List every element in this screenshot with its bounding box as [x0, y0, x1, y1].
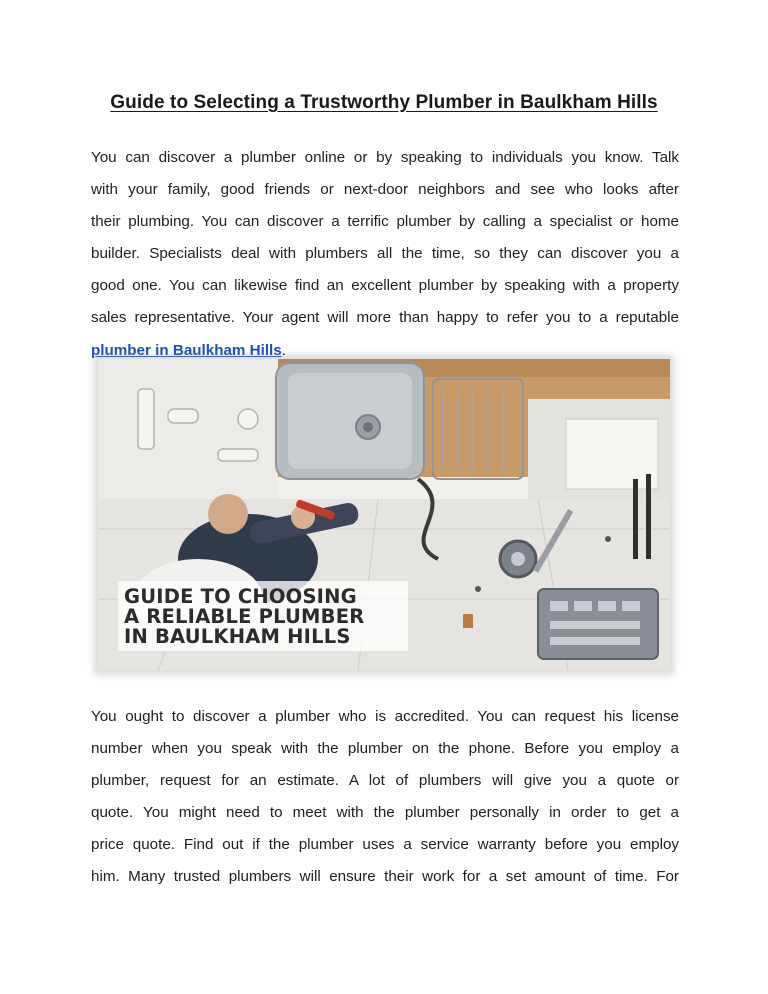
paragraph-line: good one. You can likewise find an excellent plumber by speaking with a property [91, 277, 679, 295]
paragraph-line: quote. You might need to meet with the plumber personally in order to get a [91, 804, 679, 822]
paragraph-line: with your family, good friends or next-door neighbors and see who looks after [91, 181, 679, 199]
image-title-text [124, 587, 364, 647]
paragraph-line: number when you speak with the plumber on the phone. Before you employ a [91, 740, 679, 758]
intro-paragraph [91, 142, 679, 367]
paragraph-line: him. Many trusted plumbers will ensure their work for a set amount of time. For [91, 868, 679, 886]
plumber-baulkham-hills-link[interactable]: plumber in Baulkham Hills [91, 341, 282, 359]
document-title: Guide to Selecting a Trustworthy Plumber in Baulkham Hills [110, 92, 658, 113]
banner-line: A RELIABLE PLUMBER [124, 605, 365, 628]
paragraph-line: You ought to discover a plumber who is accredited. You can request his license [91, 708, 679, 725]
paragraph-line: price quote. Find out if the plumber uses a service warranty before you employ [91, 836, 679, 854]
paragraph-line: plumber, request for an estimate. A lot of plumbers will give you a quote or [91, 772, 679, 790]
link-trailing-period: . [281, 341, 286, 359]
banner-line: GUIDE TO CHOOSING [124, 585, 357, 608]
license-paragraph [91, 701, 679, 894]
paragraph-line: sales representative. Your agent will more than happy to refer you to a reputable [91, 309, 679, 327]
banner-line: IN BAULKHAM HILLS [124, 625, 351, 648]
paragraph-line: You can discover a plumber online or by speaking to individuals you know. Talk [91, 149, 679, 166]
kitchen-sink-plumber-image [98, 359, 670, 671]
paragraph-line: builder. Specialists deal with plumbers all the time, so they can discover you a [91, 245, 679, 263]
paragraph-line: their plumbing. You can discover a terrific plumber by calling a specialist or home [91, 213, 679, 231]
